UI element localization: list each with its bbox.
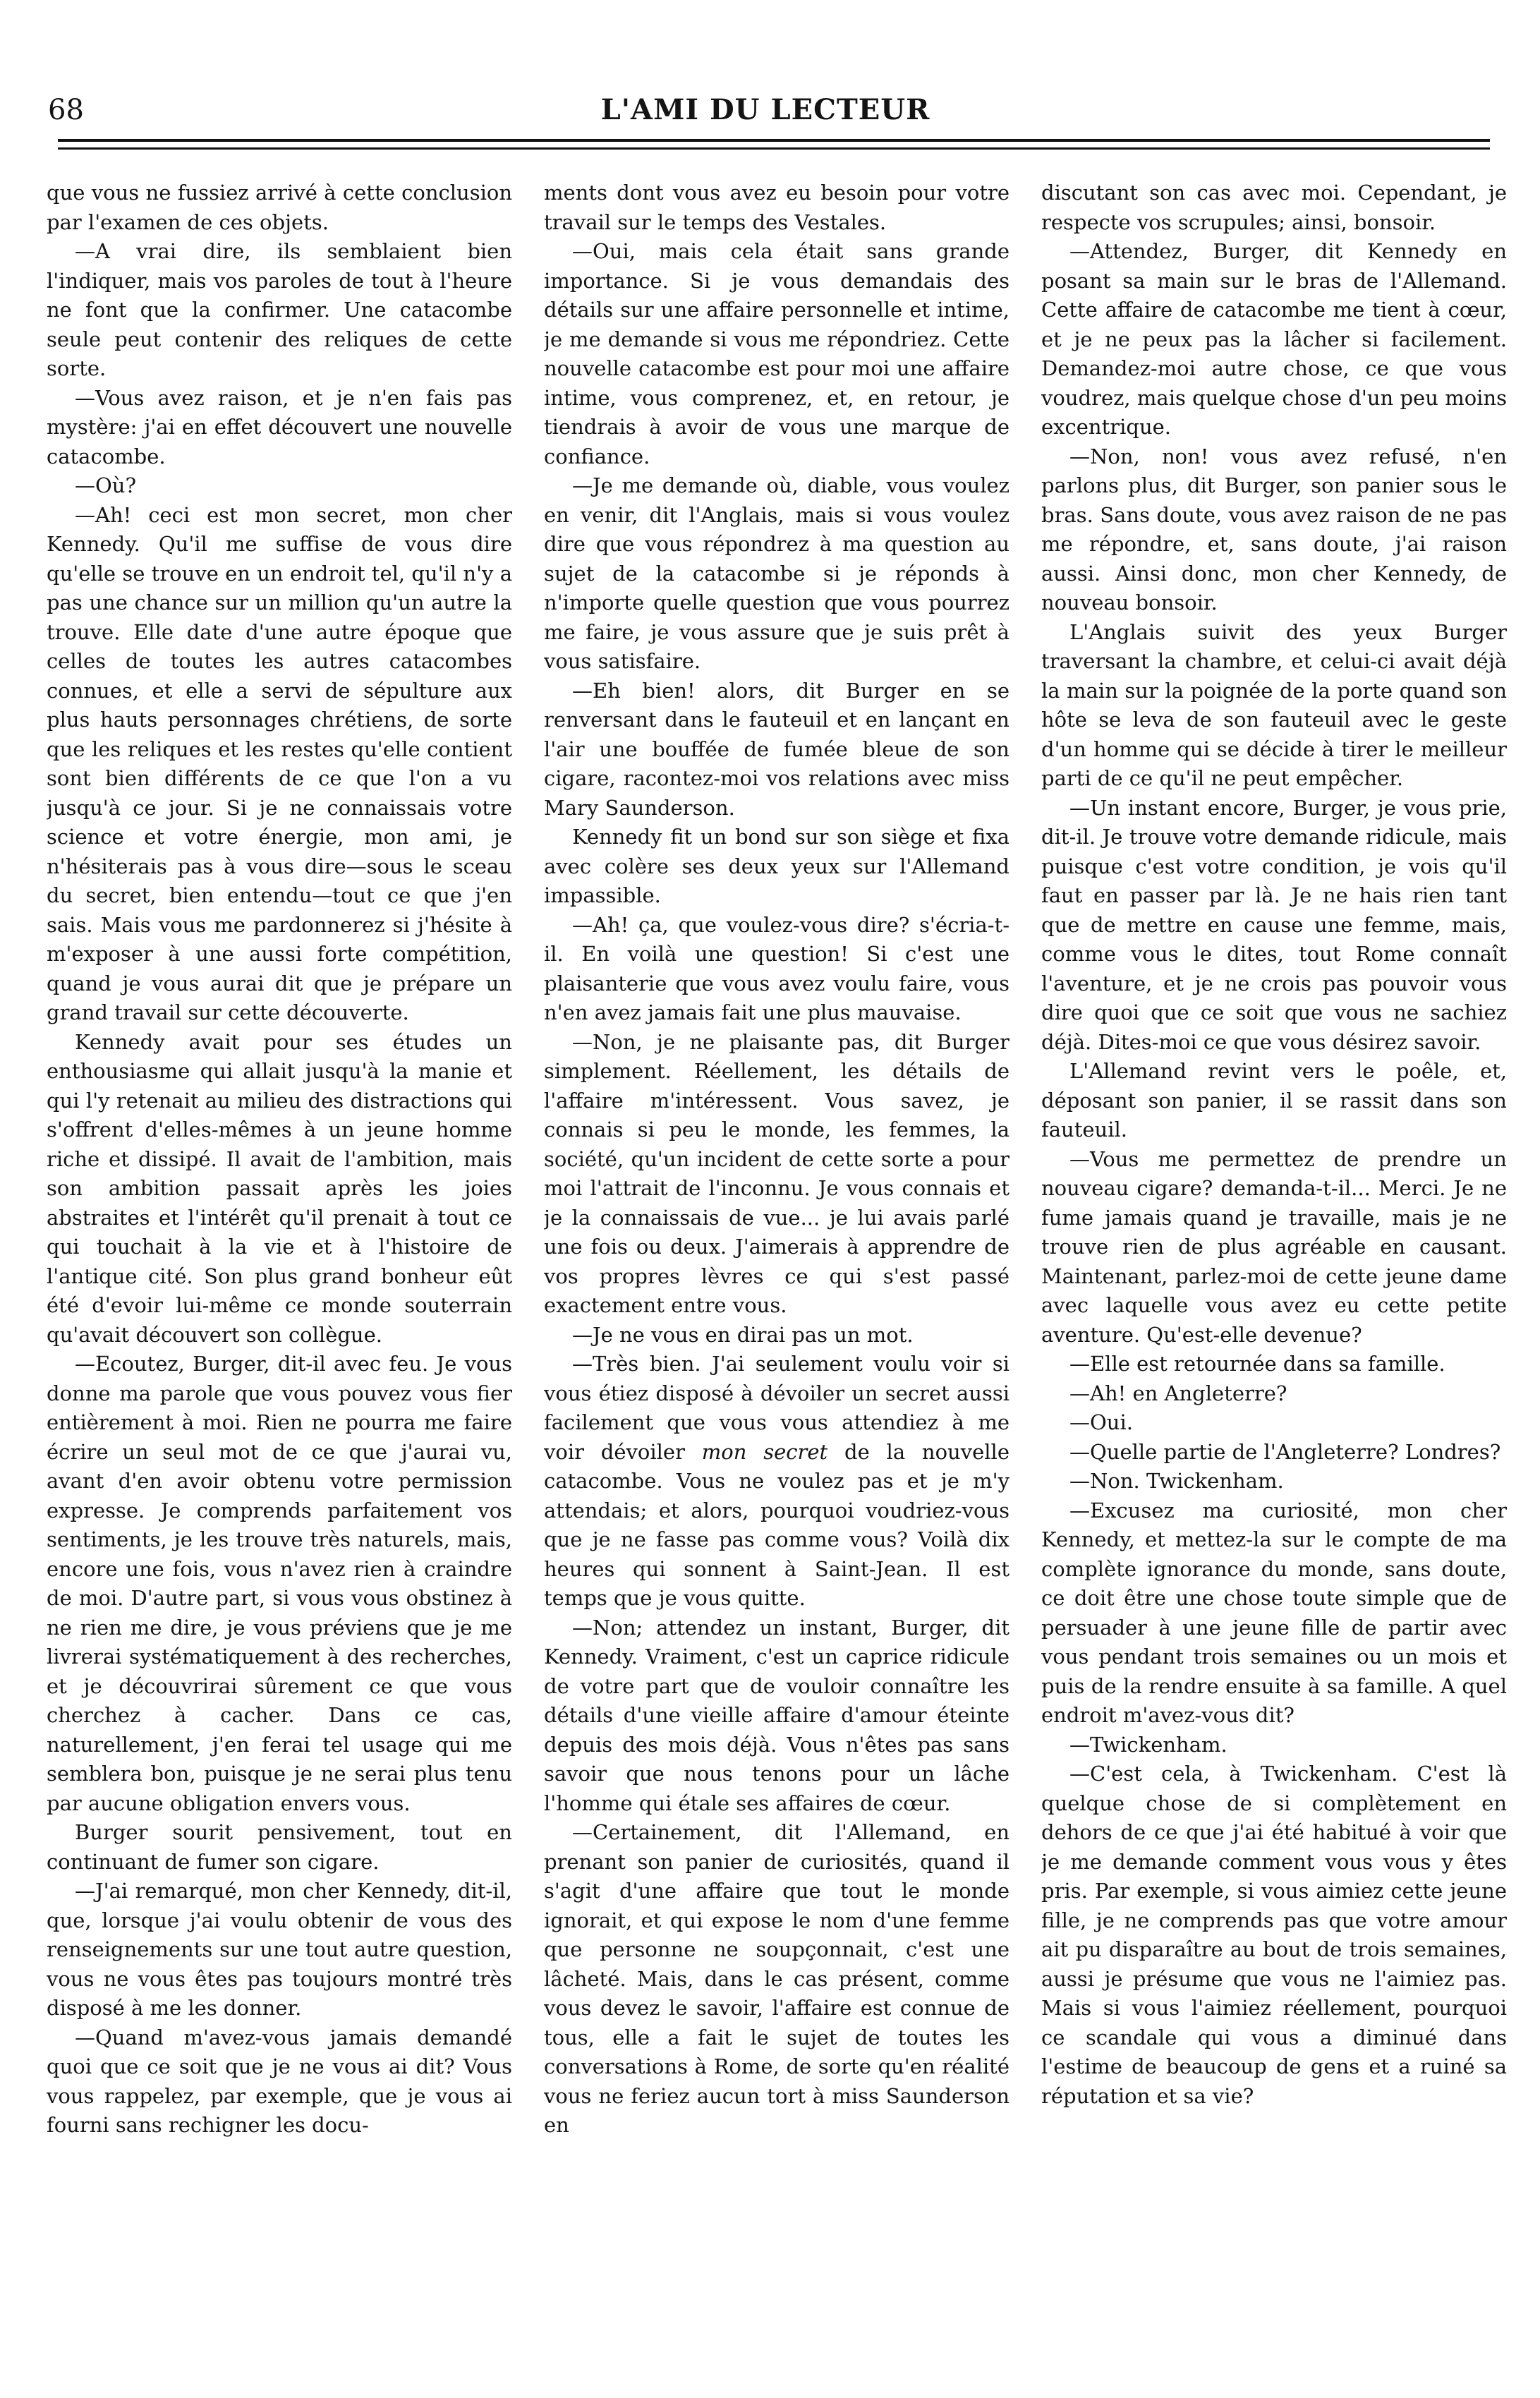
paragraph: —Non, non! vous avez refusé, n'en parlons plus, dit Burger, son panier sous le bras. Sans doute, vous avez raison de ne pas me répondre, et, sans doute, j'ai raison aussi. Ainsi donc, mon cher Kennedy, de nouveau bonsoir.: [1041, 444, 1507, 614]
paragraph: —Vous avez raison, et je n'en fais pas mystère: j'ai en effet découvert une nouvelle catacombe.: [47, 385, 512, 468]
text-column-1: [47, 178, 512, 2337]
paragraph: que vous ne fussiez arrivé à cette conclusion par l'examen de ces objets.: [47, 181, 512, 234]
paragraph: —Je me demande où, diable, vous voulez en venir, dit l'Anglais, mais si vous voulez dire que vous répondrez à ma question au sujet de la catacombe si je réponds à n'importe quelle question que vous pourrez me faire, je vous assure que je suis prêt à vous satisfaire.: [544, 473, 1010, 673]
paragraph: —Excusez ma curiosité, mon cher Kennedy, et mettez-la sur le compte de ma complète ignorance du monde, sans doute, ce doit être une chose toute simple que de persuader à une jeune fille de partir avec vous pendant trois semaines ou un mois et puis de la rendre ensuite à sa famille. A quel endroit m'avez-vous dit?: [1041, 1498, 1507, 1727]
paragraph: —Très bien. J'ai seulement voulu voir si vous étiez disposé à dévoiler un secret aussi facilement que vous vous attendiez à me voir dévoiler mon secret de la nouvelle catacombe. Vous ne voulez pas et je m'y attendais; et alors, pourquoi voudriez-vous que je ne fasse pas comme vous? Voilà dix heures qui sonnent à Saint-Jean. Il est temps que je vous quitte.: [544, 1352, 1010, 1610]
paragraph: —Non, je ne plaisante pas, dit Burger simplement. Réellement, les détails de l'affaire m'intéressent. Vous savez, je connais si peu le monde, les femmes, la société, qu'un incident de cette sorte a pour moi l'attrait de l'inconnu. Je vous connais et je la connaissais de vue... je lui avais parlé une fois ou deux. J'aimerais à apprendre de vos propres lèvres ce qui s'est passé exactement entre vous.: [544, 1029, 1010, 1317]
paragraph: —Non; attendez un instant, Burger, dit Kennedy. Vraiment, c'est un caprice ridicule de votre part que de vouloir connaître les détails d'une vieille affaire d'amour éteinte depuis des mois déjà. Vous n'êtes pas sans savoir que nous tenons pour un lâche l'homme qui étale ses affaires de cœur.: [544, 1615, 1010, 1815]
running-title: L'AMI DU LECTEUR: [600, 93, 930, 126]
header-rule-thin: [58, 147, 1490, 150]
paragraph: —Certainement, dit l'Allemand, en prenant son panier de curiosités, quand il s'agit d'une affaire que tout le monde ignorait, et qui expose le nom d'une femme que personne ne soupçonnait, c'est une lâcheté. Mais, dans le cas présent, comme vous devez le savoir, l'affaire est connue de tous, elle a fait le sujet de toutes les conversations à Rome, de sorte qu'en réalité vous ne feriez aucun tort à miss Saunderson en: [544, 1820, 1010, 2137]
page-header: [42, 92, 1489, 134]
paragraph: —Ah! ça, que voulez-vous dire? s'écria-t-il. En voilà une question! Si c'est une plaisanterie que vous avez voulu faire, vous n'en avez jamais fait une plus mauvaise.: [544, 912, 1010, 1024]
paragraph: ments dont vous avez eu besoin pour votre travail sur le temps des Vestales.: [544, 181, 1010, 234]
paragraph: —Oui.: [1069, 1410, 1133, 1434]
paragraph: —Attendez, Burger, dit Kennedy en posant sa main sur le bras de l'Allemand. Cette affaire de catacombe me tient à cœur, et je ne peux pas la lâcher si facilement. Demandez-moi autre chose, ce que vous voudrez, mais quelque chose d'un peu moins excentrique.: [1041, 239, 1507, 439]
text-column-3: [1041, 178, 1507, 2337]
paragraph: Kennedy avait pour ses études un enthousiasme qui allait jusqu'à la manie et qui l'y retenait au milieu des distractions qui s'offrent d'elles-mêmes à un jeune homme riche et dissipé. Il avait de l'ambition, mais son ambition passait après les joies abstraites et l'intérêt qu'il prenait à tout ce qui touchait à la vie et à l'histoire de l'antique cité. Son plus grand bonheur eût été d'evoir lui-même ce monde souterrain qu'avait découvert son collègue.: [47, 1029, 512, 1347]
paragraph: —Vous me permettez de prendre un nouveau cigare? demanda-t-il... Merci. Je ne fume jamais quand je travaille, mais je ne trouve rien de plus agréable en causant. Maintenant, parlez-moi de cette jeune dame avec laquelle vous avez eu cette petite aventure. Qu'est-elle devenue?: [1041, 1146, 1507, 1347]
paragraph: —Quelle partie de l'Angleterre? Londres?: [1069, 1439, 1501, 1464]
paragraph: —Quand m'avez-vous jamais demandé quoi que ce soit que je ne vous ai dit? Vous vous rappelez, par exemple, que je vous ai fourni sans rechigner les docu-: [47, 2025, 512, 2137]
paragraph: —J'ai remarqué, mon cher Kennedy, dit-il, que, lorsque j'ai voulu obtenir de vous des renseignements sur une tout autre question, vous ne vous êtes pas toujours montré très disposé à me les donner.: [47, 1879, 512, 2020]
paragraph: —Un instant encore, Burger, je vous prie, dit-il. Je trouve votre demande ridicule, mais puisque c'est votre condition, je vois qu'il faut en passer par là. Je ne hais rien tant que de mettre en cause une femme, mais, comme vous le dites, tout Rome connaît l'aventure, et je ne crois pas pouvoir vous dire quoi que ce soit que vous ne sachiez déjà. Dites-moi ce que vous désirez savoir.: [1041, 795, 1507, 1054]
paragraph: —Ah! ceci est mon secret, mon cher Kennedy. Qu'il me suffise de vous dire qu'elle se trouve en un endroit tel, qu'il n'y a pas une chance sur un million qu'un autre la trouve. Elle date d'une autre époque que celles de toutes les autres catacombes connues, et elle a servi de sépulture aux plus hauts personnages chrétiens, de sorte que les reliques et les restes qu'elle contient sont bien différents de ce que l'on a vu jusqu'à ce jour. Si je ne connaissais votre science et votre énergie, mon ami, je n'hésiterais pas à vous dire—sous le sceau du secret, bien entendu—tout ce que j'en sais. Mais vous me pardonnerez si j'hésite à m'exposer à une aussi forte compétition, quand je vous aurai dit que je prépare un grand travail sur cette découverte.: [47, 502, 512, 1024]
paragraph: —Oui, mais cela était sans grande importance. Si je vous demandais des détails sur une affaire personnelle et intime, je me demande si vous me répondriez. Cette nouvelle catacombe est pour moi une affaire intime, vous comprenez, et, en retour, je tiendrais à avoir de vous une marque de confiance.: [544, 239, 1010, 468]
paragraph: —C'est cela, à Twickenham. C'est là quelque chose de si complètement en dehors de ce que j'ai été habitué à voir que je me demande comment vous vous y êtes pris. Par exemple, si vous aimiez cette jeune fille, je ne comprends pas que votre amour ait pu disparaître au bout de trois semaines, aussi je présume que vous ne l'aimiez pas. Mais si vous l'aimiez réellement, pourquoi ce scandale qui vous a diminué dans l'estime de beaucoup de gens et a ruiné sa réputation et sa vie?: [1041, 1762, 1507, 2108]
paragraph: —Elle est retournée dans sa famille.: [1069, 1352, 1445, 1376]
article-body: [47, 178, 1507, 2337]
paragraph: —A vrai dire, ils semblaient bien l'indiquer, mais vos paroles de tout à l'heure ne font que la confirmer. Une catacombe seule peut contenir des reliques de cette sorte.: [47, 239, 512, 380]
header-rule-thick: [58, 139, 1490, 142]
paragraph: —Ah! en Angleterre?: [1069, 1381, 1287, 1405]
paragraph: —Non. Twickenham.: [1069, 1469, 1284, 1493]
paragraph: Burger sourit pensivement, tout en continuant de fumer son cigare.: [47, 1820, 512, 1874]
paragraph: —Je ne vous en dirai pas un mot.: [572, 1322, 914, 1347]
paragraph: —Eh bien! alors, dit Burger en se renversant dans le fauteuil et en lançant en l'air une bouffée de fumée bleue de son cigare, racontez-moi vos relations avec miss Mary Saunderson.: [544, 678, 1010, 820]
paragraph: discutant son cas avec moi. Cependant, je respecte vos scrupules; ainsi, bonsoir.: [1041, 181, 1507, 234]
paragraph: L'Anglais suivit des yeux Burger traversant la chambre, et celui-ci avait déjà la main sur la poignée de la porte quand son hôte se leva de son fauteuil avec le geste d'un homme qui se décide à tirer le meilleur parti de ce qu'il ne peut empêcher.: [1041, 619, 1507, 790]
paragraph: —Où?: [75, 473, 136, 497]
paragraph: Kennedy fit un bond sur son siège et fixa avec colère ses deux yeux sur l'Allemand impassible.: [544, 825, 1010, 907]
page-number: 68: [48, 94, 84, 126]
paragraph: L'Allemand revint vers le poêle, et, déposant son panier, il se rassit dans son fauteuil.: [1041, 1059, 1507, 1142]
paragraph: —Ecoutez, Burger, dit-il avec feu. Je vous donne ma parole que vous pouvez vous fier entièrement à moi. Rien ne pourra me faire écrire un seul mot de ce que j'aurai vu, avant d'en avoir obtenu votre permission expresse. Je comprends parfaitement vos sentiments, je les trouve très naturels, mais, encore une fois, vous n'avez rien à craindre de moi. D'autre part, si vous vous obstinez à ne rien me dire, je vous préviens que je me livrerai systématiquement à des recherches, et je découvrirai sûrement ce que vous cherchez à cacher. Dans ce cas, naturellement, j'en ferai tel usage qui me semblera bon, puisque je ne serai plus tenu par aucune obligation envers vous.: [47, 1352, 512, 1815]
paragraph: —Twickenham.: [1069, 1732, 1227, 1757]
text-column-2: [544, 178, 1010, 2337]
